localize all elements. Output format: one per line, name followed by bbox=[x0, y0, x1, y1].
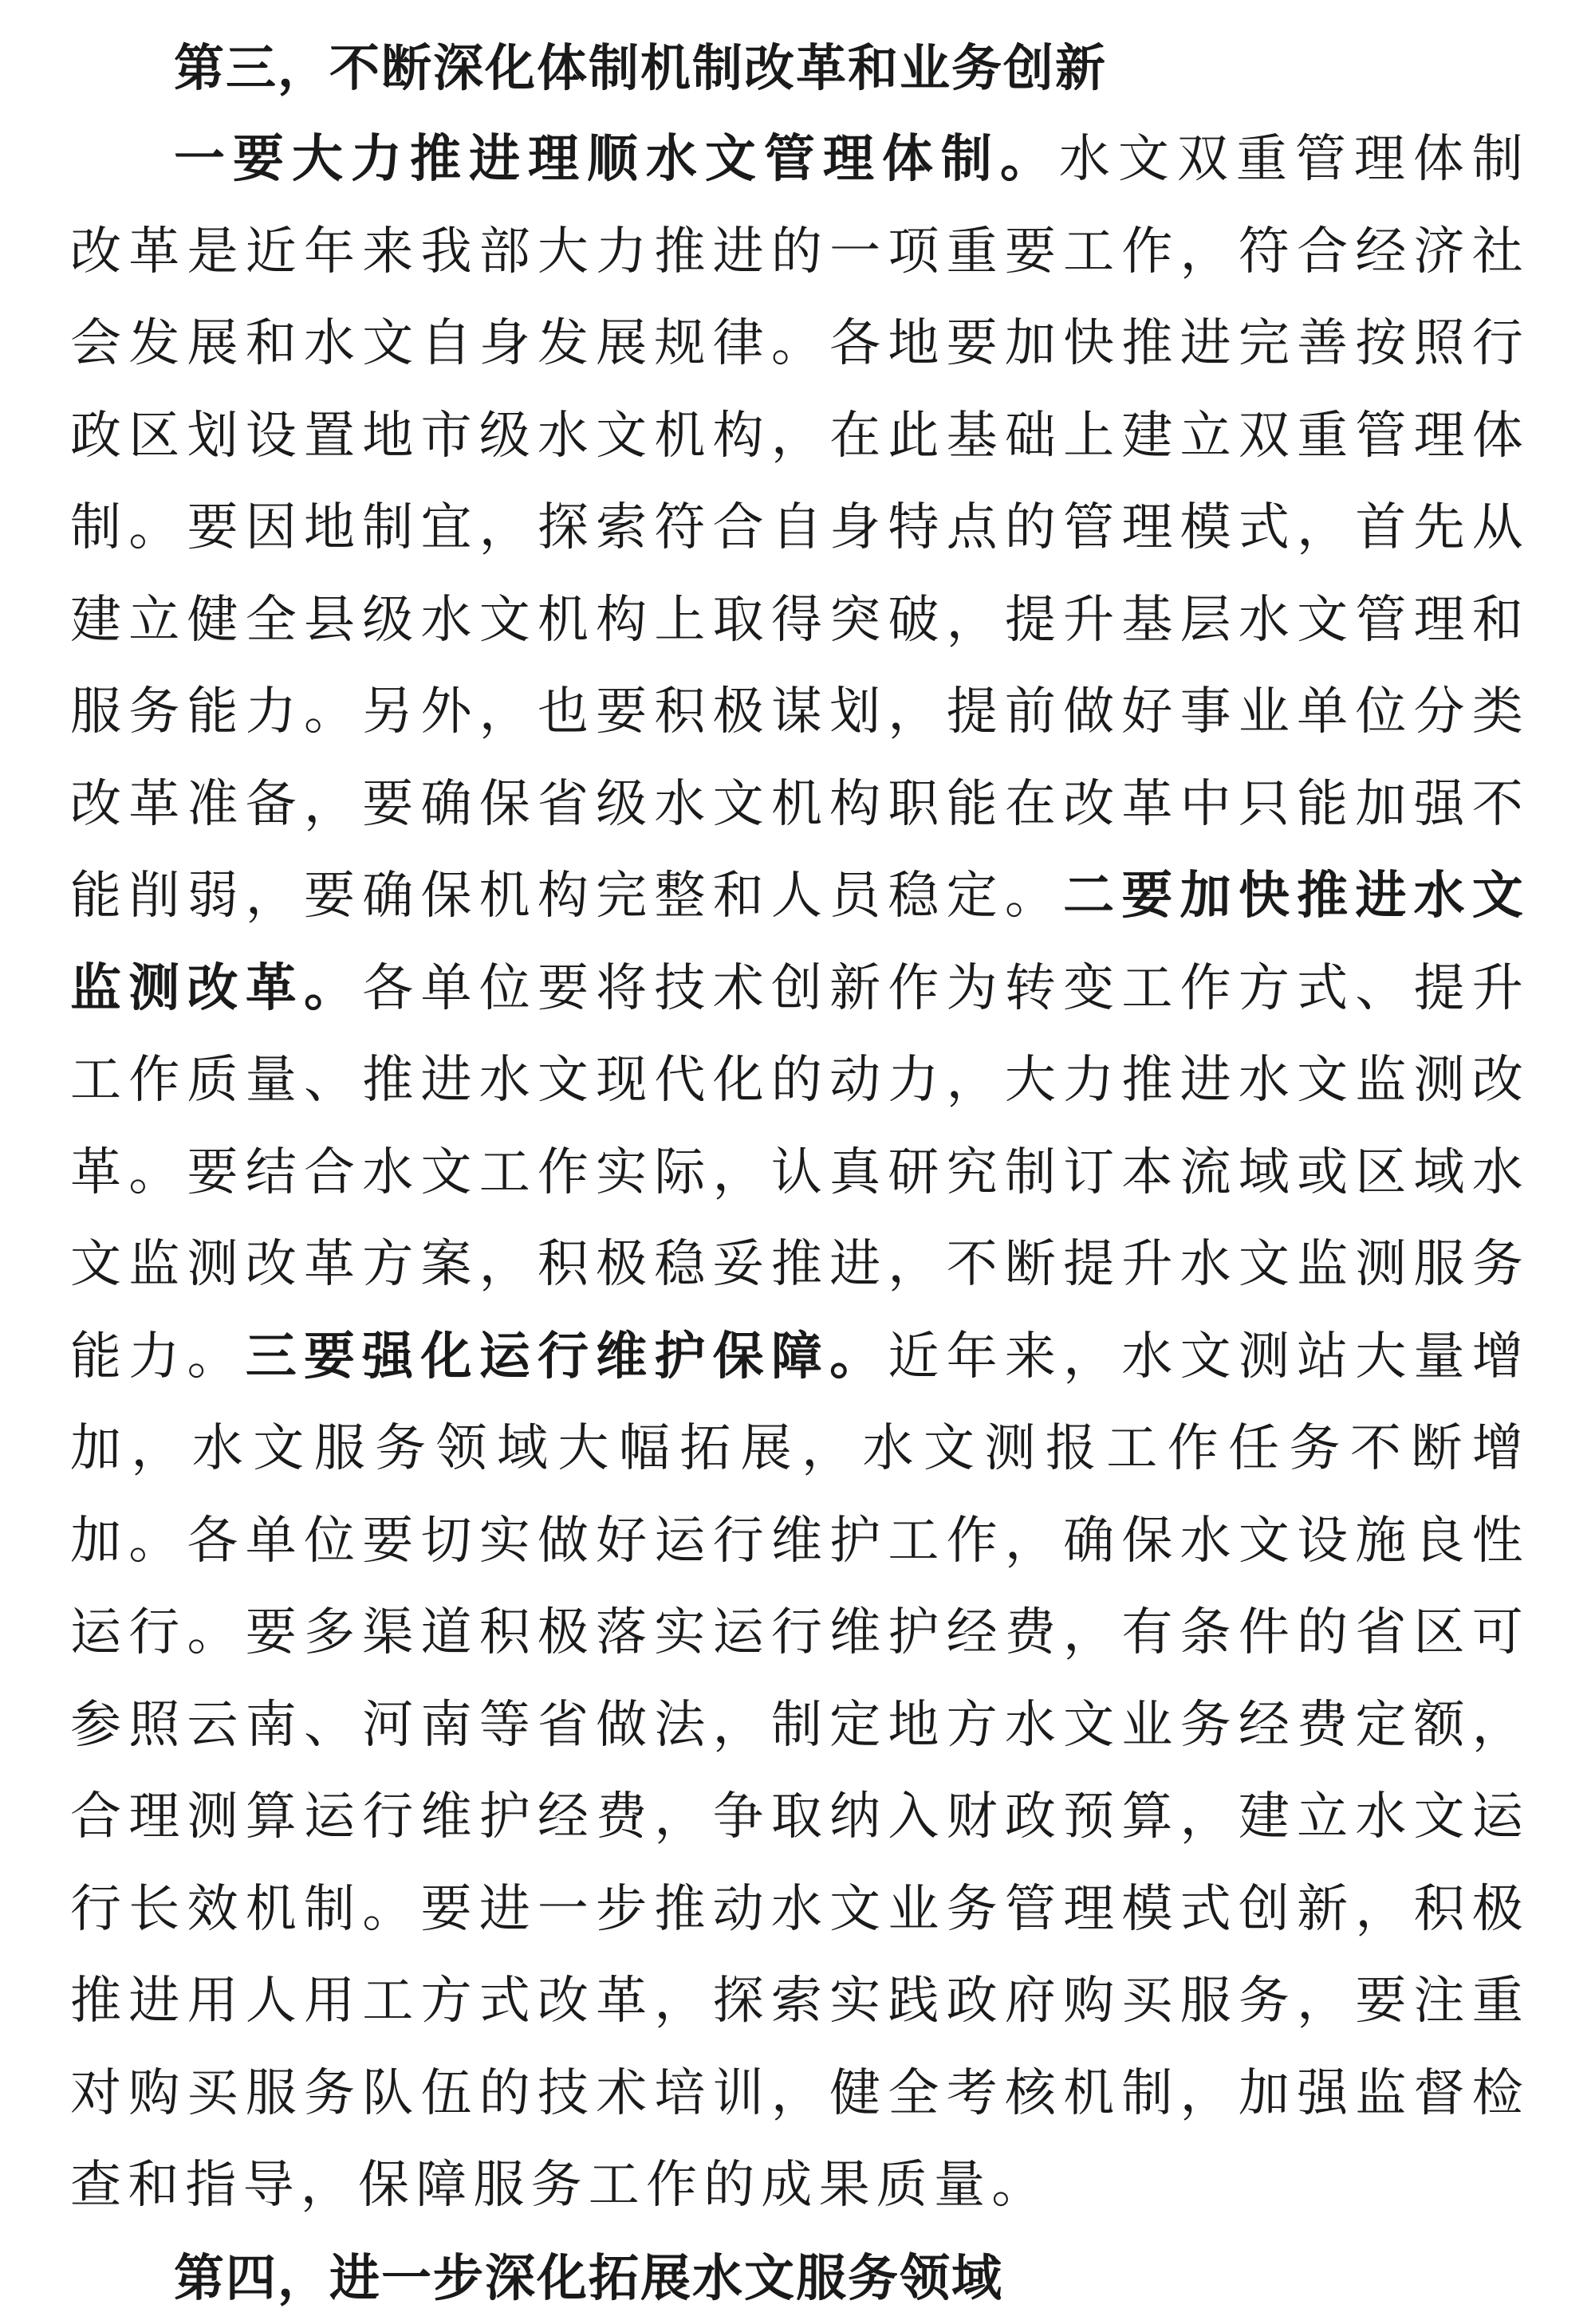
document-page bbox=[70, 22, 1530, 2324]
point-two-lead: 二要加快推进水文监测改革。 bbox=[70, 867, 1530, 1018]
point-three-text: 近年来，水文测站大量增加，水文服务领域大幅拓展，水文测报工作任务不断增加。各单位要切实做好运行维护工作，确保水文设施良性运行。要多渠道积极落实运行维护经费，有条件的省区可参照云南、河南等省做法，制定地方水文业务经费定额，合理测算运行维护经费，争取纳入财政预算，建立水文运行长效机制。要进一步推动水文业务管理模式创新，积极推进用人用工方式改革，探索实践政府购买服务，要注重对购买服务队伍的技术培训，健全考核机制，加强监督检查和指导，保障服务工作的成果质量。 bbox=[70, 1327, 1530, 2215]
section-heading-third: 第三，不断深化体制机制改革和业务创新 bbox=[174, 39, 1107, 97]
point-one-text: 水文双重管理体制改革是近年来我部大力推进的一项重要工作，符合经济社会发展和水文自身发展规律。各地要加快推进完善按照行政区划设置地市级水文机构，在此基础上建立双重管理体制。要因地制宜，探索符合自身特点的管理模式，首先从建立健全县级水文机构上取得突破，提升基层水文管理和服务能力。另外，也要积极谋划，提前做好事业单位分类改革准备，要确保省级水文机构职能在改革中只能加强不能削弱，要确保机构完整和人员稳定。 bbox=[70, 130, 1530, 926]
point-three-lead: 三要强化运行维护保障。 bbox=[245, 1327, 888, 1386]
body-paragraph bbox=[70, 114, 1530, 2232]
section-heading-fourth: 第四，进一步深化拓展水文服务领域 bbox=[174, 2248, 1003, 2307]
point-one-lead: 一要大力推进理顺水文管理体制。 bbox=[174, 130, 1059, 189]
point-two-text: 各单位要将技术创新作为转变工作方式、提升工作质量、推进水文现代化的动力，大力推进水文监测改革。要结合水文工作实际，认真研究制订本流域或区域水文监测改革方案，积极稳妥推进，不断提升水文监测服务能力。 bbox=[70, 958, 1530, 1386]
